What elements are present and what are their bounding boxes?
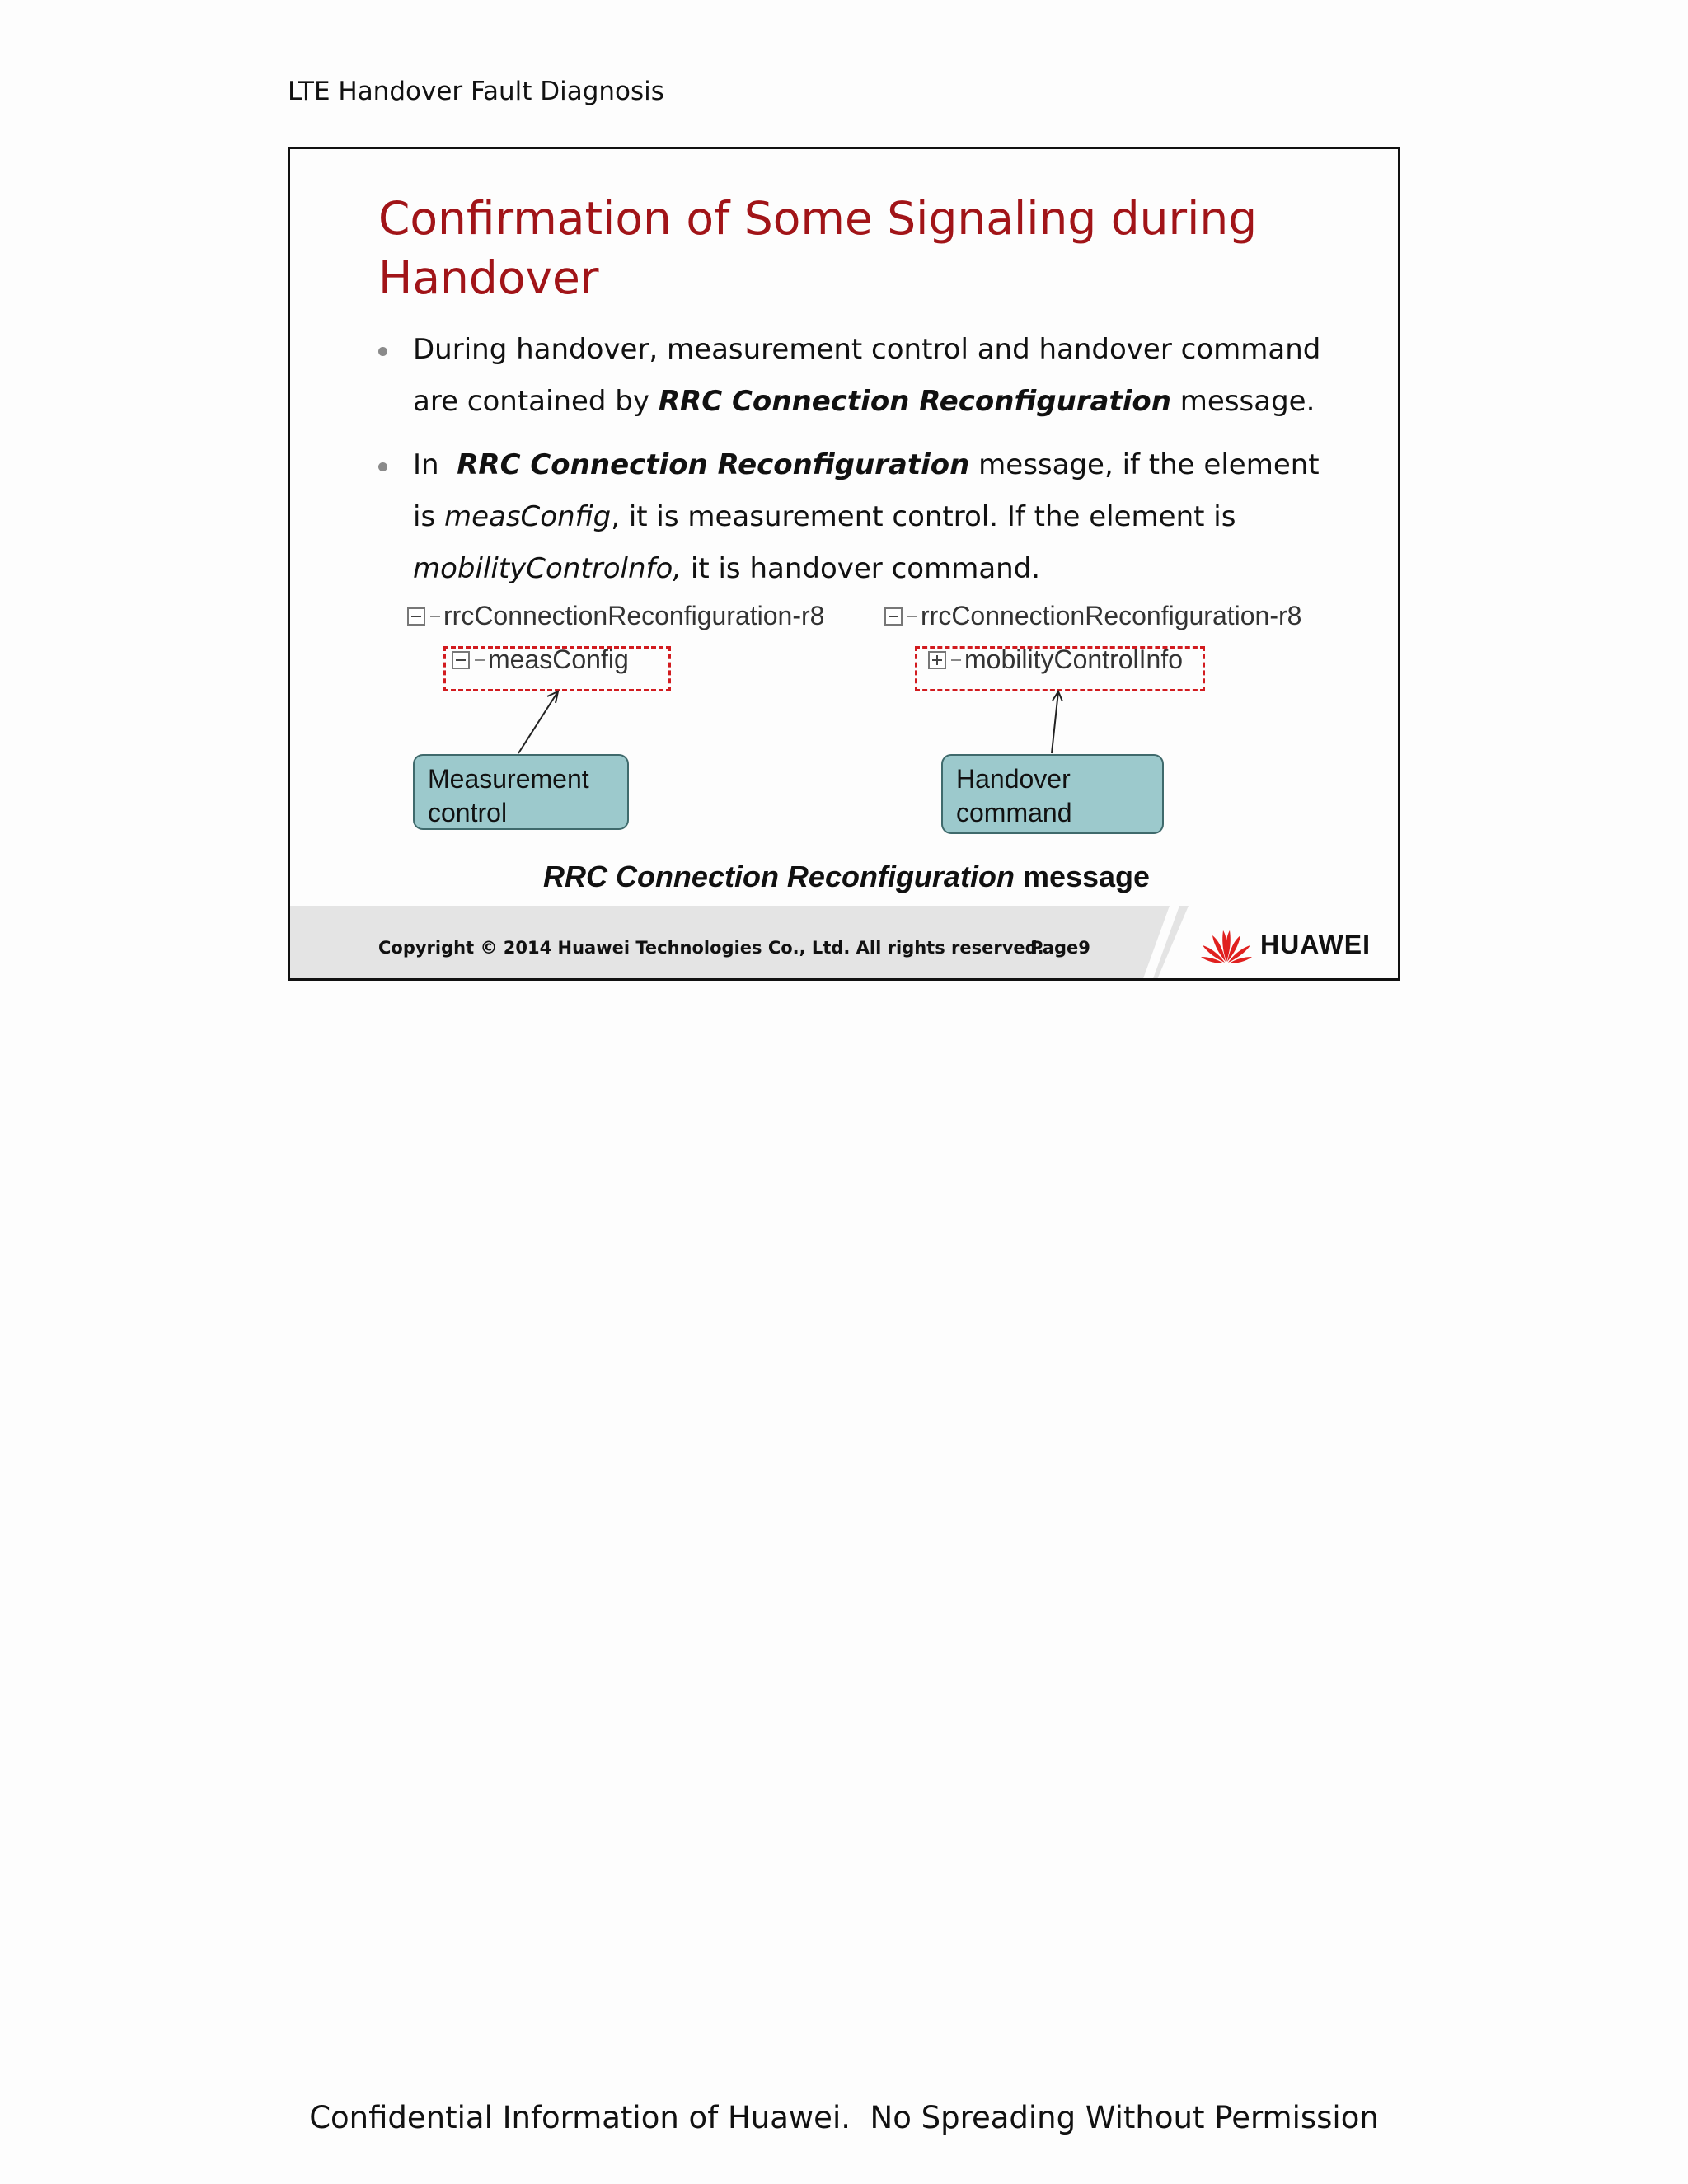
callout-line: command [956, 798, 1072, 827]
tree-node-label: rrcConnectionReconfiguration-r8 [443, 601, 825, 630]
bullet-item [374, 324, 1322, 428]
document-footer: Confidential Information of Huawei. No Spreading Without Permission [309, 2100, 1379, 2135]
slide [288, 147, 1400, 981]
copyright-text: Copyright © 2014 Huawei Technologies Co., Ltd. All rights reserved. [378, 938, 1044, 958]
left-arrowhead [547, 691, 558, 703]
bullet-text: , it is measurement control. If the element is [611, 500, 1236, 533]
bullet-term: mobilityControlnfo, [413, 552, 682, 585]
huawei-logo [1201, 926, 1371, 963]
bullet-emphasis: RRC Connection Reconfiguration [658, 385, 1171, 418]
bullet-dot-icon [378, 462, 387, 471]
highlight-box [443, 646, 671, 691]
bullet-text: message. [1170, 385, 1315, 418]
bullet-text: During handover, measurement control and handover command are contained by [413, 333, 1321, 418]
callout-line: control [428, 798, 508, 827]
collapse-icon[interactable] [407, 607, 425, 626]
caption-emphasis: RRC Connection Reconfiguration [542, 860, 1015, 893]
diagram-caption [290, 860, 1400, 894]
tree-node-label: measConfig [488, 644, 629, 674]
bullet-item [374, 439, 1322, 595]
left-arrow [518, 691, 558, 753]
bullet-dot-icon [378, 347, 387, 356]
handover-command-callout [941, 754, 1164, 834]
callout-line: Handover [956, 764, 1071, 794]
logo-text: HUAWEI [1260, 929, 1371, 959]
highlight-box [915, 646, 1205, 691]
document-header: LTE Handover Fault Diagnosis [288, 77, 664, 106]
right-arrowhead [1053, 691, 1062, 701]
bullet-term: measConfig [443, 500, 612, 533]
callout-line: Measurement [428, 764, 589, 794]
right-arrow [1052, 691, 1058, 753]
tree-node-label: mobilityControlInfo [964, 644, 1183, 674]
collapse-icon[interactable] [884, 607, 903, 626]
tree-node-label: rrcConnectionReconfiguration-r8 [921, 601, 1302, 630]
bullet-list [374, 324, 1322, 607]
bullet-emphasis: RRC Connection Reconfiguration [457, 448, 970, 481]
caption-text: message [1014, 860, 1151, 893]
slide-title: Confirmation of Some Signaling during Handover [378, 192, 1258, 304]
tree-connector-icon [430, 616, 440, 617]
bullet-text: it is handover command. [682, 552, 1041, 585]
tree-connector-icon [907, 616, 917, 617]
measurement-control-callout [413, 754, 629, 830]
bullet-text: In [413, 448, 457, 481]
tree-root-row [407, 601, 824, 631]
bullet-text: message, if the element is [413, 448, 1320, 533]
page-number: Page9 [1030, 938, 1090, 958]
tree-root-row [884, 601, 1301, 631]
huawei-flower-icon [1201, 926, 1252, 963]
